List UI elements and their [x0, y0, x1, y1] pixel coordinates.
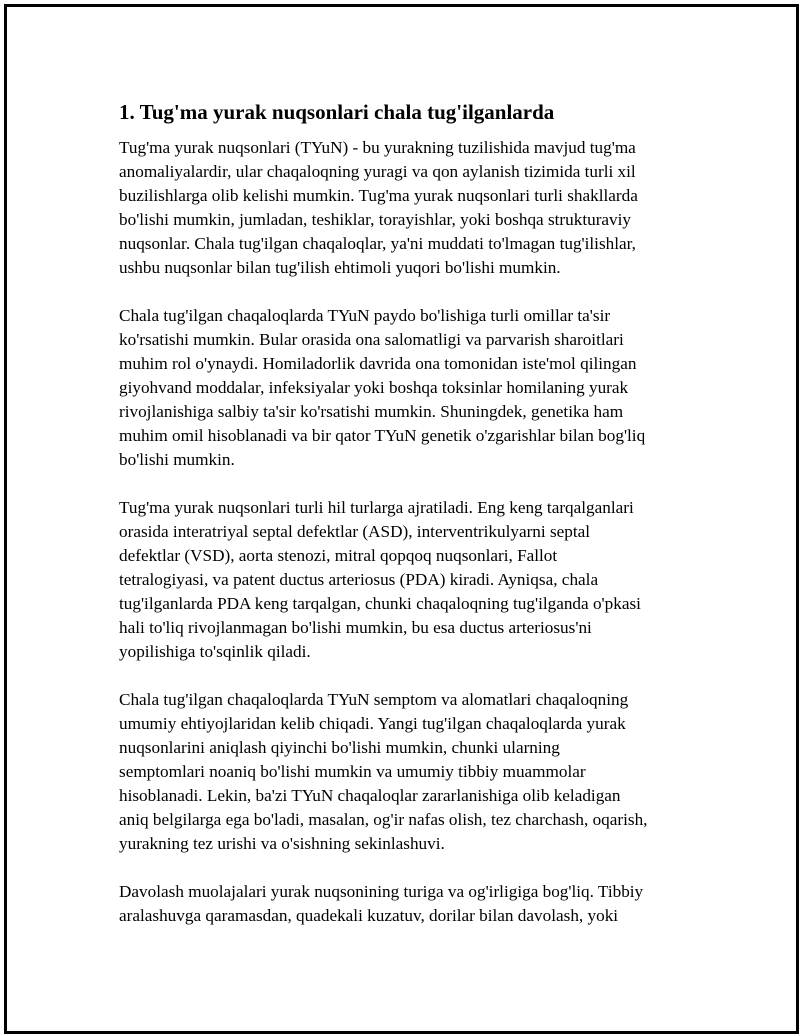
text-line: rivojlanishiga salbiy ta'sir ko'rsatishi mumkin. Shuningdek, genetika ham — [119, 402, 624, 421]
text-line: giyohvand moddalar, infeksiyalar yoki boshqa toksinlar homilaning yurak — [119, 378, 629, 397]
text-line: orasida interatriyal septal defektlar (ASD), interventrikulyarni septal — [119, 522, 591, 541]
text-line: defektlar (VSD), aorta stenozi, mitral qopqoq nuqsonlari, Fallot — [119, 546, 558, 565]
paragraph-2 — [119, 304, 689, 472]
text-line: yurakning tez urishi va o'sishning sekinlashuvi. — [119, 834, 445, 853]
text-line: hali to'liq rivojlanmagan bo'lishi mumkin, bu esa ductus arteriosus'ni — [119, 618, 592, 637]
text-line: buzilishlarga olib kelishi mumkin. Tug'ma yurak nuqsonlari turli shakllarda — [119, 186, 638, 205]
paragraph-4 — [119, 688, 689, 856]
text-line: tetralogiyasi, va patent ductus arteriosus (PDA) kiradi. Ayniqsa, chala — [119, 570, 599, 589]
document-body — [119, 99, 689, 952]
text-line: muhim omil hisoblanadi va bir qator TYuN genetik o'zgarishlar bilan bog'liq — [119, 426, 646, 445]
text-line: nuqsonlar. Chala tug'ilgan chaqaloqlar, ya'ni muddati to'lmagan tug'ilishlar, — [119, 234, 636, 253]
text-line: aniq belgilarga ega bo'ladi, masalan, og'ir nafas olish, tez charchash, oqarish, — [119, 810, 648, 829]
text-line: anomaliyalardir, ular chaqaloqning yuragi va qon aylanish tizimida turli xil — [119, 162, 636, 181]
text-line: yopilishiga to'sqinlik qiladi. — [119, 642, 311, 661]
text-line: tug'ilganlarda PDA keng tarqalgan, chunki chaqaloqning tug'ilganda o'pkasi — [119, 594, 641, 613]
page-frame — [4, 4, 799, 1034]
text-line: bo'lishi mumkin. — [119, 450, 235, 469]
paragraph-1 — [119, 136, 689, 280]
text-line: Tug'ma yurak nuqsonlari turli hil turlarga ajratiladi. Eng keng tarqalganlari — [119, 498, 634, 517]
paragraph-3 — [119, 496, 689, 664]
text-line: ko'rsatishi mumkin. Bular orasida ona salomatligi va parvarish sharoitlari — [119, 330, 624, 349]
text-line: hisoblanadi. Lekin, ba'zi TYuN chaqaloqlar zararlanishiga olib keladigan — [119, 786, 621, 805]
text-line: aralashuvga qaramasdan, quadekali kuzatuv, dorilar bilan davolash, yoki — [119, 906, 619, 925]
text-line: muhim rol o'ynaydi. Homiladorlik davrida ona tomonidan iste'mol qilingan — [119, 354, 637, 373]
text-line: umumiy ehtiyojlaridan kelib chiqadi. Yangi tug'ilgan chaqaloqlarda yurak — [119, 714, 626, 733]
paragraph-5 — [119, 880, 689, 928]
text-line: ushbu nuqsonlar bilan tug'ilish ehtimoli yuqori bo'lishi mumkin. — [119, 258, 561, 277]
section-heading: 1. Tug'ma yurak nuqsonlari chala tug'ilganlarda — [119, 100, 555, 124]
text-line: Chala tug'ilgan chaqaloqlarda TYuN semptom va alomatlari chaqaloqning — [119, 690, 629, 709]
text-line: bo'lishi mumkin, jumladan, teshiklar, torayishlar, yoki boshqa strukturaviy — [119, 210, 632, 229]
text-line: semptomlari noaniq bo'lishi mumkin va umumiy tibbiy muammolar — [119, 762, 586, 781]
text-line: Tug'ma yurak nuqsonlari (TYuN) - bu yurakning tuzilishida mavjud tug'ma — [119, 138, 636, 157]
text-line: Davolash muolajalari yurak nuqsonining turiga va og'irligiga bog'liq. Tibbiy — [119, 882, 644, 901]
text-line: Chala tug'ilgan chaqaloqlarda TYuN paydo bo'lishiga turli omillar ta'sir — [119, 306, 611, 325]
text-line: nuqsonlarini aniqlash qiyinchi bo'lishi mumkin, chunki ularning — [119, 738, 560, 757]
